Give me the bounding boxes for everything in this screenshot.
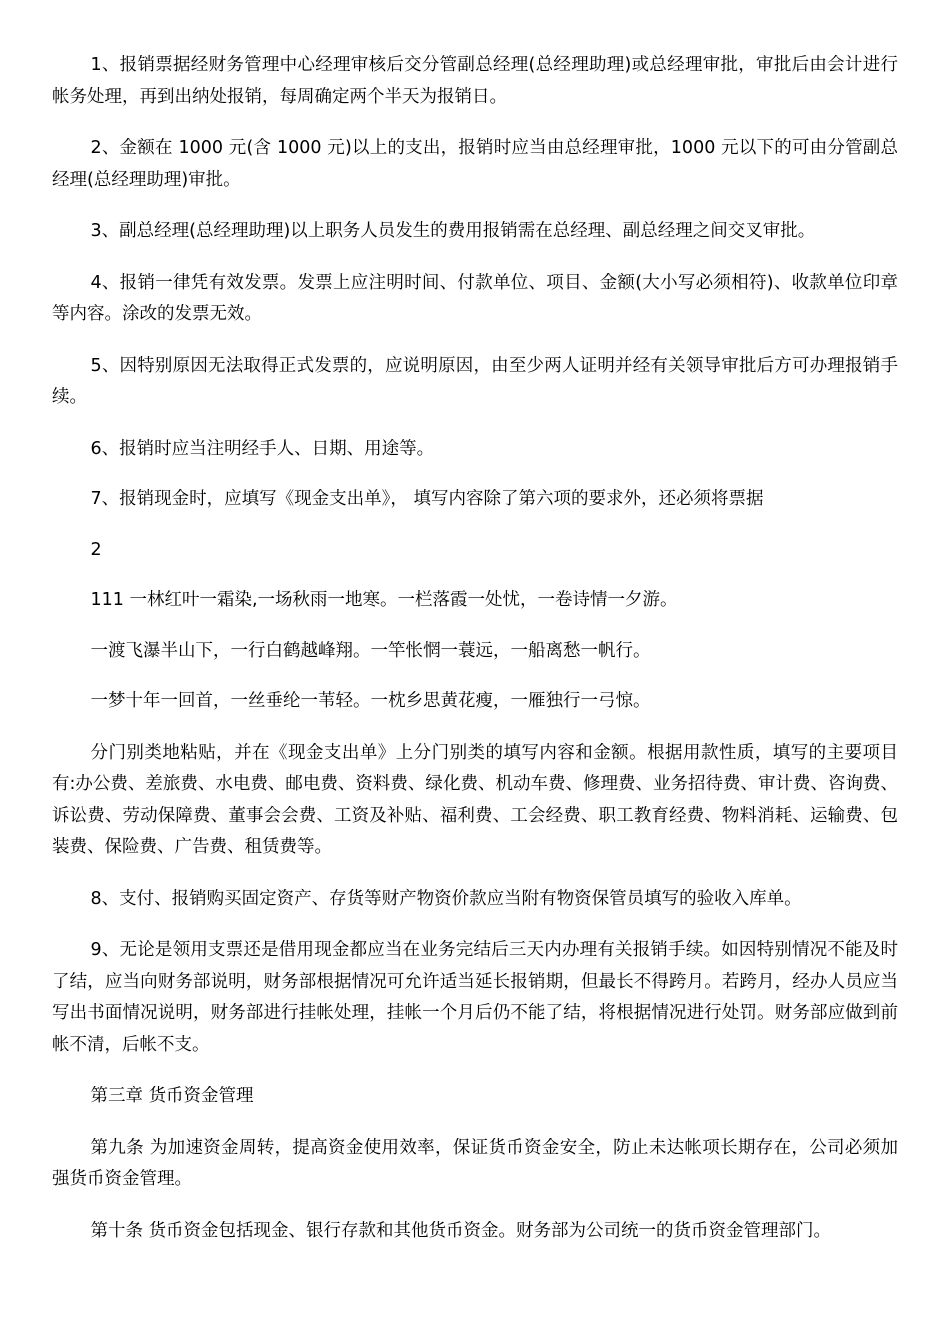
paragraph-rule-4: 4、报销一律凭有效发票。发票上应注明时间、付款单位、项目、金额(大小写必须相符)、收款单位印章等内容。涂改的发票无效。 — [52, 272, 898, 324]
page-number: 2 — [90, 539, 102, 560]
paragraph-rule-3: 3、副总经理(总经理助理)以上职务人员发生的费用报销需在总经理、副总经理之间交叉审批。 — [90, 221, 816, 241]
poem-line-2: 一渡飞瀑半山下，一行白鹤越峰翔。一竿怅惘一蓑远，一船离愁一帆行。 — [90, 640, 651, 661]
paragraph-rule-8: 8、支付、报销购买固定资产、存货等财产物资价款应当附有物资保管员填写的验收入库单。 — [90, 888, 802, 909]
article-10: 第十条 货币资金包括现金、银行存款和其他货币资金。财务部为公司统一的货币资金管理部门。 — [90, 1220, 832, 1241]
paragraph-rule-2: 2、金额在 1000 元(含 1000 元)以上的支出，报销时应当由总经理审批，1000 元以下的可由分管副总经理(总经理助理)审批。 — [52, 138, 898, 190]
paragraph-rule-5: 5、因特别原因无法取得正式发票的，应说明原因，由至少两人证明并经有关领导审批后方可办理报销手续。 — [52, 355, 898, 407]
article-9: 第九条 为加速资金周转，提高资金使用效率，保证货币资金安全，防止未达帐项长期存在，公司必须加强货币资金管理。 — [52, 1137, 898, 1189]
chapter-heading: 第三章 货币资金管理 — [90, 1086, 254, 1106]
poem-line-3: 一梦十年一回首，一丝垂纶一苇轻。一枕乡思黄花瘦，一雁独行一弓惊。 — [90, 691, 651, 711]
paragraph-rule-7: 7、报销现金时，应填写《现金支出单》， 填写内容除了第六项的要求外，还必须将票据 — [90, 489, 764, 509]
paragraph-rule-9: 9、无论是领用支票还是借用现金都应当在业务完结后三天内办理有关报销手续。如因特别情况不能及时了结，应当向财务部说明，财务部根据情况可允许适当延长报销期，但最长不得跨月。若跨月，经办人员应当写出书面情况说明，财务部进行挂帐处理，挂帐一个月后仍不能了结，将根据情况进行处罚。财务部应做到前帐不清，后帐不支。 — [52, 940, 898, 1055]
paragraph-expense-categories: 分门别类地粘贴，并在《现金支出单》上分门别类的填写内容和金额。根据用款性质，填写的主要项目有:办公费、差旅费、水电费、邮电费、资料费、绿化费、机动车费、修理费、业务招待费、审计费、咨询费、诉讼费、劳动保障费、董事会会费、工资及补贴、福利费、工会经费、职工教育经费、物料消耗、运输费、包装费、保险费、广告费、租赁费等。 — [52, 742, 898, 857]
poem-line-1: 111 一林红叶一霜染,一场秋雨一地寒。一栏落霞一处忧，一卷诗情一夕游。 — [90, 590, 678, 610]
document-page — [52, 50, 898, 1267]
paragraph-rule-1: 1、报销票据经财务管理中心经理审核后交分管副总经理(总经理助理)或总经理审批，审批后由会计进行帐务处理，再到出纳处报销，每周确定两个半天为报销日。 — [52, 55, 898, 107]
paragraph-rule-6: 6、报销时应当注明经手人、日期、用途等。 — [90, 438, 435, 459]
